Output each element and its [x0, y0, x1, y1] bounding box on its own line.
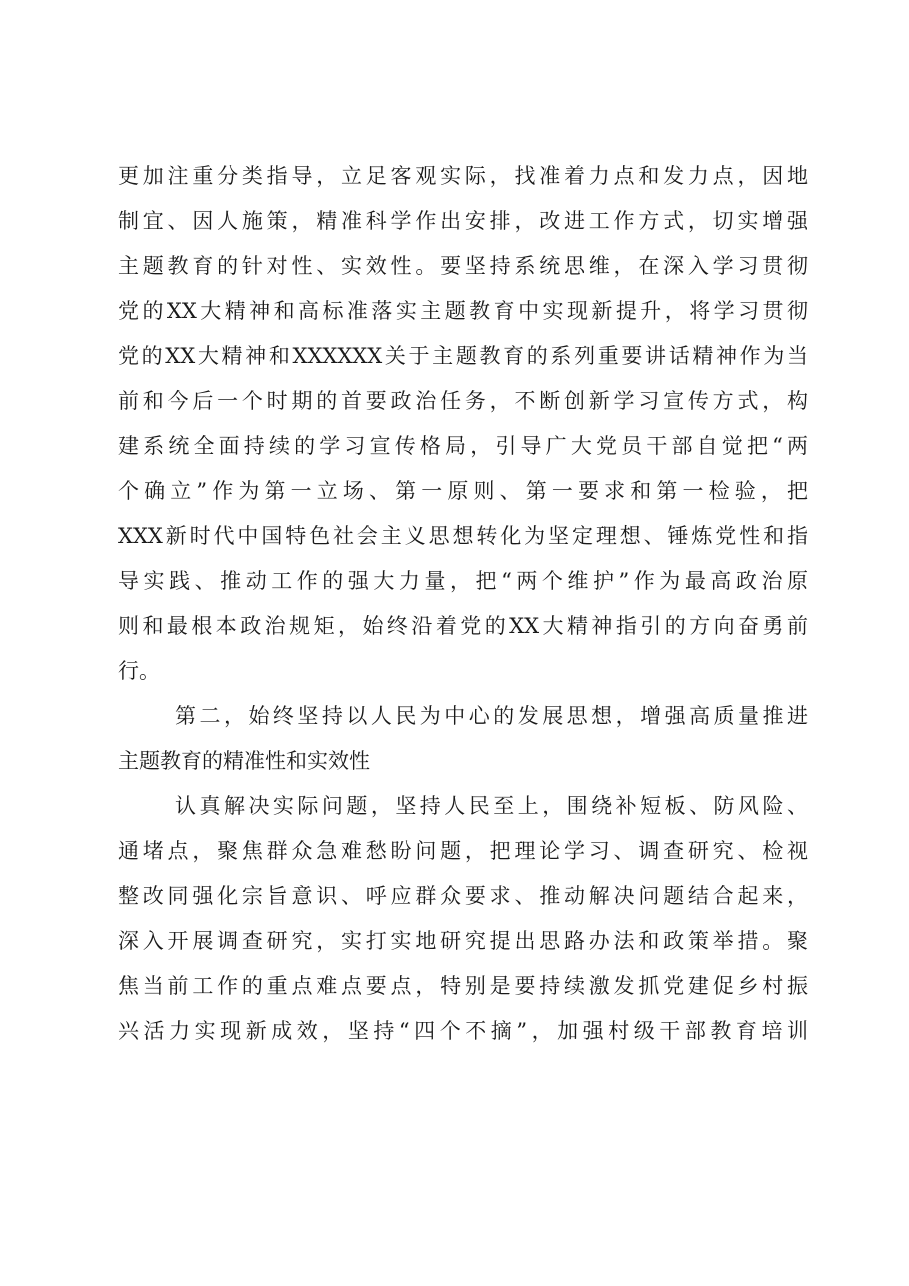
text-line: 党的XX大精神和高标准落实主题教育中实现新提升，将学习贯彻 — [118, 299, 808, 323]
text-line: 前和今后一个时期的首要政治任务，不断创新学习宣传方式，构 — [118, 389, 808, 413]
text-line: 建系统全面持续的学习宣传格局，引导广大党员干部自觉把“两 — [118, 434, 808, 458]
text-line: 整改同强化宗旨意识、呼应群众要求、推动解决问题结合起来， — [118, 884, 808, 908]
text-line: 兴活力实现新成效，坚持“四个不摘”，加强村级干部教育培训 — [118, 1019, 808, 1043]
section-heading-line: 主题教育的精准性和实效性 — [118, 749, 370, 773]
text-line: 主题教育的针对性、实效性。要坚持系统思维，在深入学习贯彻 — [118, 254, 808, 278]
text-line: 党的XX大精神和XXXXXX关于主题教育的系列重要讲话精神作为当 — [118, 344, 808, 368]
text-line: 更加注重分类指导，立足客观实际，找准着力点和发力点，因地 — [118, 164, 808, 188]
text-line: 行。 — [118, 659, 160, 683]
section-heading-line: 第二，始终坚持以人民为中心的发展思想，增强高质量推进 — [175, 704, 808, 728]
text-line: 通堵点，聚焦群众急难愁盼问题，把理论学习、调查研究、检视 — [118, 839, 808, 863]
text-line: 认真解决实际问题，坚持人民至上，围绕补短板、防风险、 — [175, 794, 808, 818]
text-line: 深入开展调查研究，实打实地研究提出思路办法和政策举措。聚 — [118, 929, 808, 953]
text-line: 个确立”作为第一立场、第一原则、第一要求和第一检验，把 — [118, 479, 808, 503]
text-line: 焦当前工作的重点难点要点，特别是要持续激发抓党建促乡村振 — [118, 974, 808, 998]
document-body — [118, 154, 808, 1054]
text-line: 则和最根本政治规矩，始终沿着党的XX大精神指引的方向奋勇前 — [118, 614, 808, 638]
text-line: XXX新时代中国特色社会主义思想转化为坚定理想、锤炼党性和指 — [118, 524, 808, 548]
text-line: 制宜、因人施策，精准科学作出安排，改进工作方式，切实增强 — [118, 209, 808, 233]
text-line: 导实践、推动工作的强大力量，把“两个维护”作为最高政治原 — [118, 569, 808, 593]
